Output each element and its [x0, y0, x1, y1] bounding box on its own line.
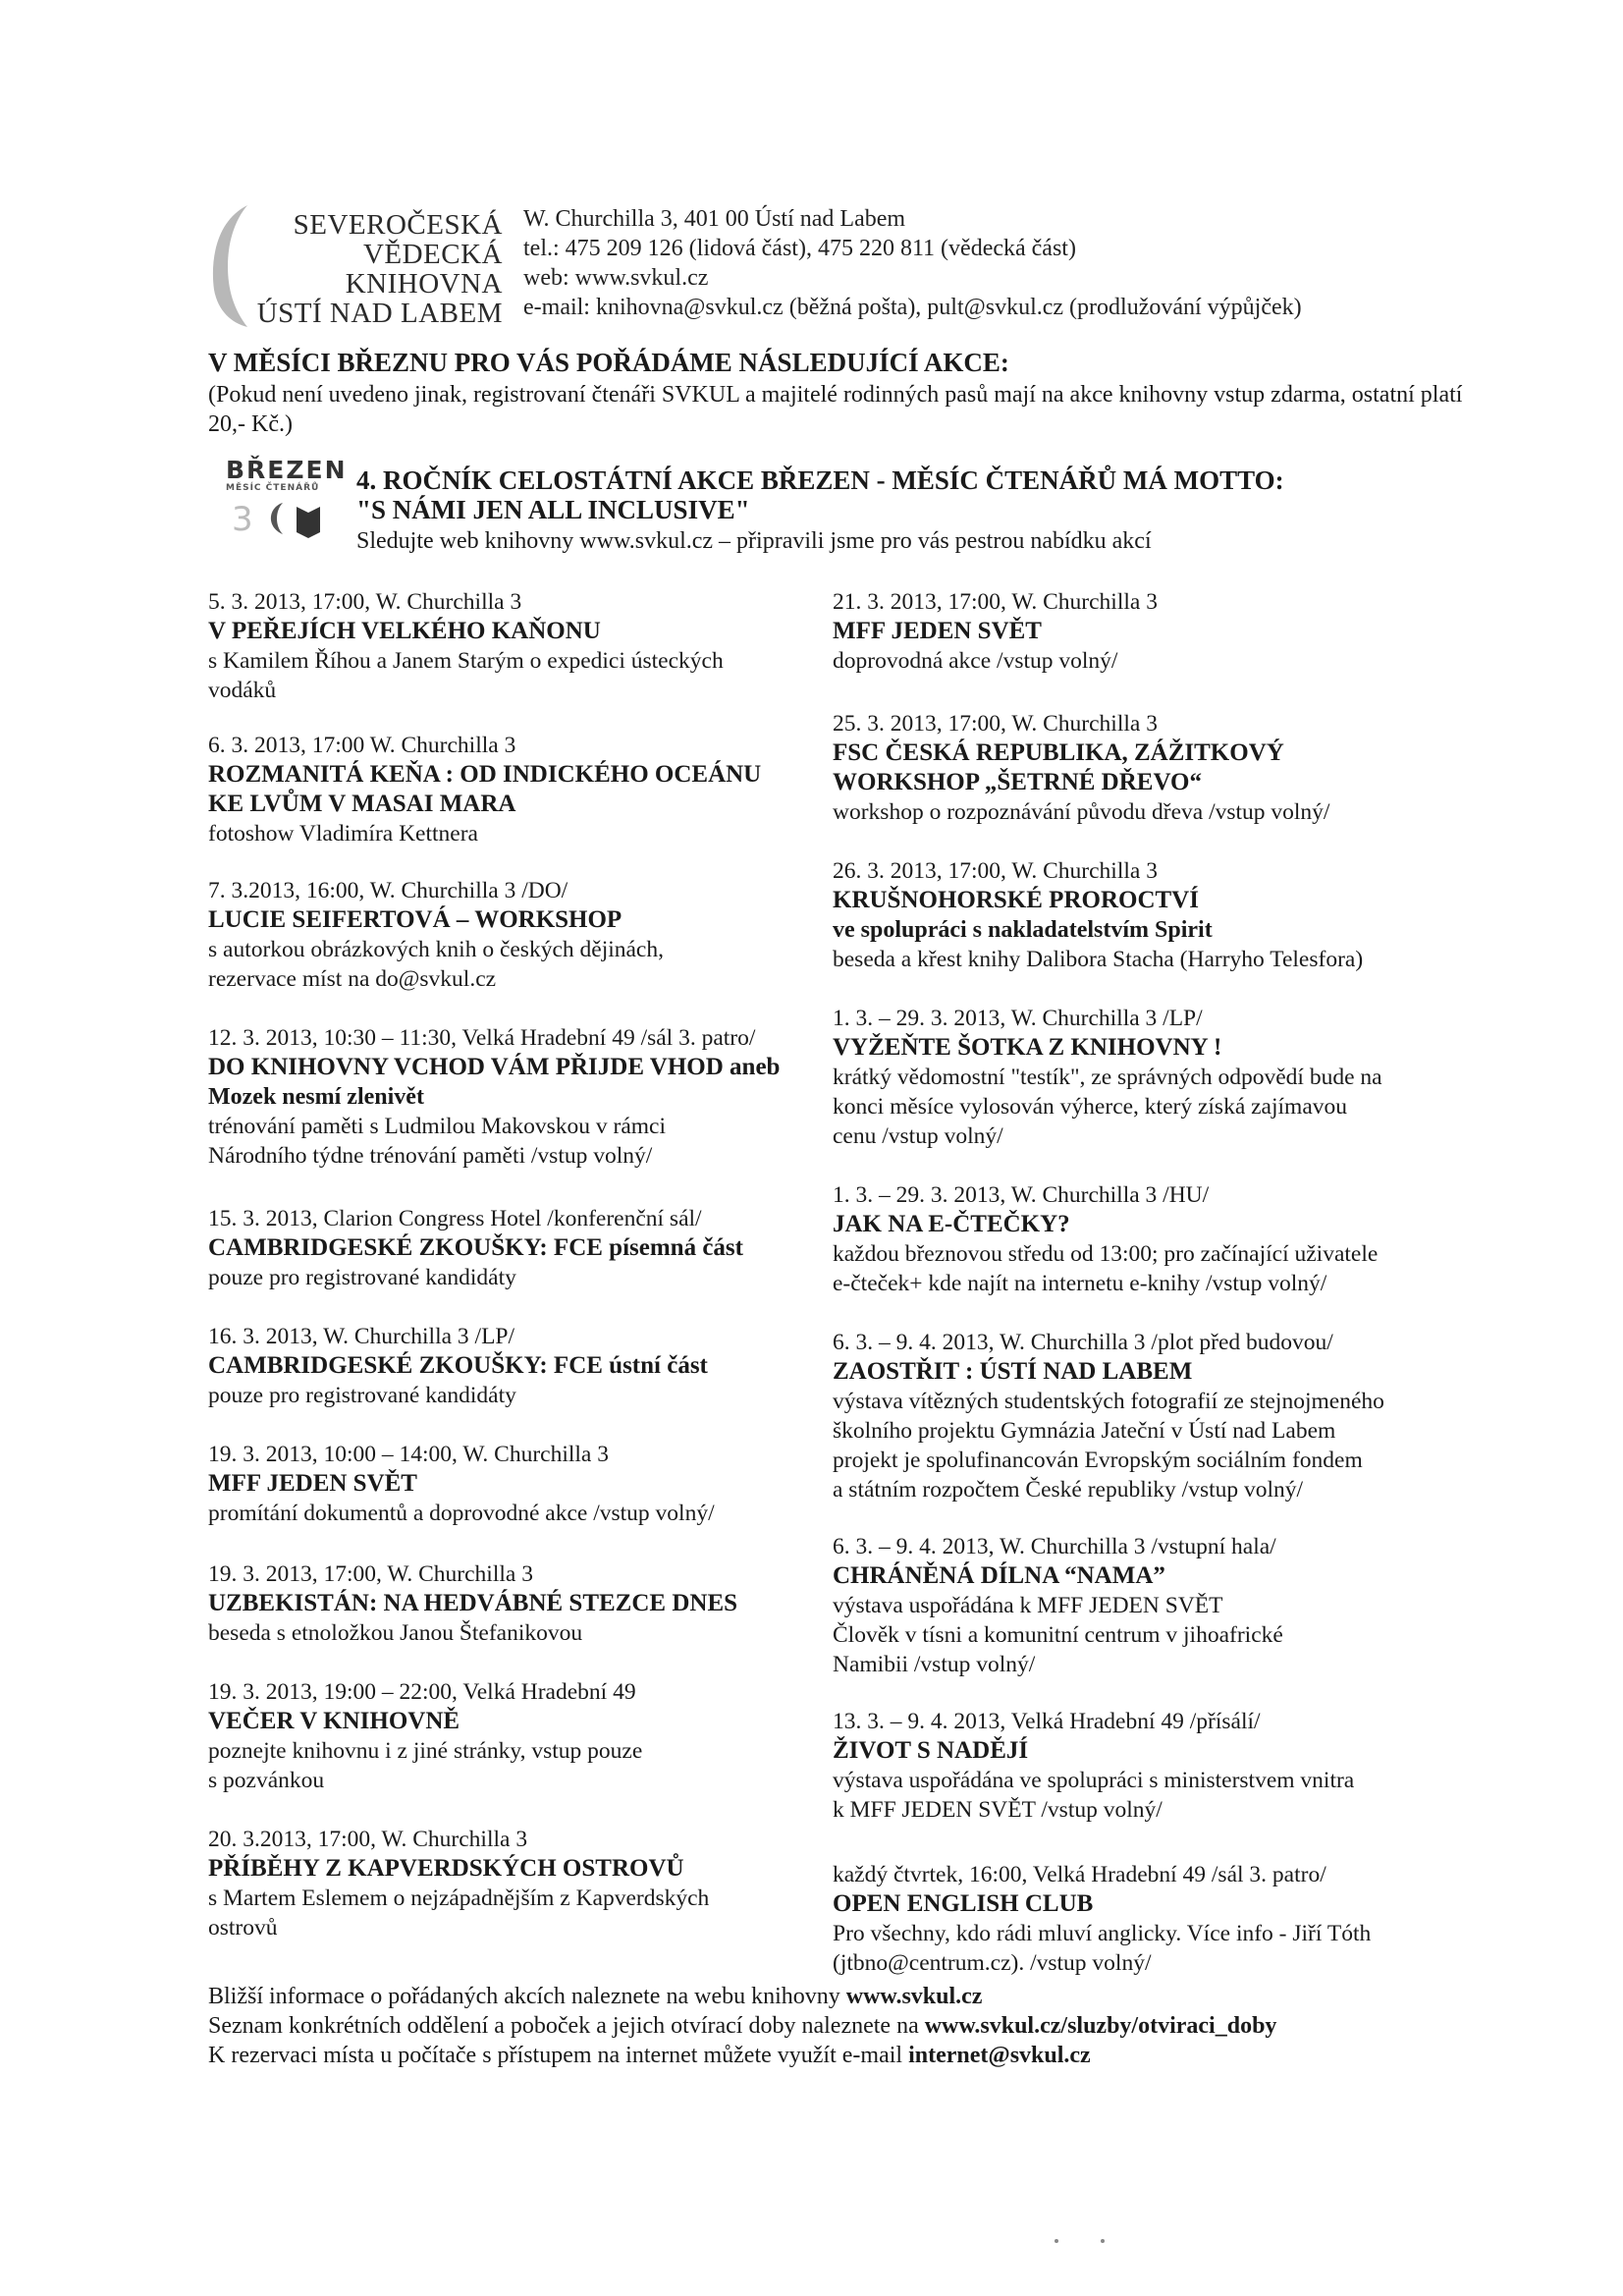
event-desc: a státním rozpočtem České republiky /vstup volný/ — [833, 1477, 1304, 1503]
event-desc: beseda a křest knihy Dalibora Stacha (Harryho Telesfora) — [833, 947, 1364, 972]
footer-line — [208, 2011, 1276, 2041]
event-desc: s autorkou obrázkových knih o českých dějinách, — [208, 937, 664, 962]
event-desc: s pozvánkou — [208, 1768, 325, 1793]
event-title: KRUŠNOHORSKÉ PROROCTVÍ — [833, 887, 1199, 913]
event-desc: pouze pro registrované kandidáty — [208, 1265, 516, 1290]
event-when: 1. 3. – 29. 3. 2013, W. Churchilla 3 /LP/ — [833, 1006, 1203, 1031]
event-when: 26. 3. 2013, 17:00, W. Churchilla 3 — [833, 858, 1158, 884]
event-when: každý čtvrtek, 16:00, Velká Hradební 49 /sál 3. patro/ — [833, 1862, 1326, 1887]
event — [833, 1707, 1471, 1825]
campaign-motto: "S NÁMI JEN ALL INCLUSIVE" — [356, 495, 750, 524]
event-title: VEČER V KNIHOVNĚ — [208, 1708, 460, 1734]
event-desc: promítání dokumentů a doprovodné akce /vstup volný/ — [208, 1501, 715, 1526]
library-name-line: ÚSTÍ NAD LABEM — [256, 298, 503, 329]
scan-speck — [1055, 2239, 1058, 2243]
library-name-line: VĚDECKÁ — [362, 239, 503, 270]
event — [833, 1860, 1471, 1978]
campaign-logo-word: BŘEZEN — [226, 456, 348, 484]
event-when: 16. 3. 2013, W. Churchilla 3 /LP/ — [208, 1324, 515, 1349]
event-desc: výstava uspořádána ve spolupráci s ministerstvem vnitra — [833, 1768, 1355, 1793]
event-desc: (jtbno@centrum.cz). /vstup volný/ — [833, 1950, 1152, 1976]
event-desc: k MFF JEDEN SVĚT /vstup volný/ — [833, 1797, 1163, 1823]
website: web: www.svkul.cz — [523, 265, 709, 291]
event-title: JAK NA E-ČTEČKY? — [833, 1211, 1070, 1237]
event — [208, 1559, 846, 1648]
event-title: VYŽEŇTE ŠOTKA Z KNIHOVNY ! — [833, 1034, 1222, 1061]
event-when: 6. 3. – 9. 4. 2013, W. Churchilla 3 /plot před budovou/ — [833, 1330, 1333, 1355]
event — [833, 1328, 1471, 1504]
footer-link: www.svkul.cz/sluzby/otviraci_doby — [924, 2013, 1277, 2039]
library-name-line: SEVEROČESKÁ — [293, 209, 503, 241]
event-title: FSC ČESKÁ REPUBLIKA, ZÁŽITKOVÝ — [833, 739, 1284, 766]
event-desc: konci měsíce vylosován výherce, který získá zajímavou — [833, 1094, 1347, 1120]
event-when: 1. 3. – 29. 3. 2013, W. Churchilla 3 /HU/ — [833, 1182, 1210, 1208]
event-title: OPEN ENGLISH CLUB — [833, 1890, 1094, 1917]
footer-text: Bližší informace o pořádaných akcích naleznete na webu knihovny — [208, 1984, 846, 2009]
event-when: 19. 3. 2013, 19:00 – 22:00, Velká Hradební 49 — [208, 1679, 636, 1705]
event-desc: workshop o rozpoznávání původu dřeva /vstup volný/ — [833, 799, 1330, 825]
event-when: 19. 3. 2013, 17:00, W. Churchilla 3 — [208, 1561, 533, 1587]
event-when: 12. 3. 2013, 10:30 – 11:30, Velká Hradební 49 /sál 3. patro/ — [208, 1025, 756, 1051]
event-desc: vodáků — [208, 678, 277, 703]
event-desc: výstava uspořádána k MFF JEDEN SVĚT — [833, 1593, 1223, 1618]
footer-line — [208, 2041, 1276, 2070]
email: e-mail: knihovna@svkul.cz (běžná pošta), pult@svkul.cz (prodlužování výpůjček) — [523, 295, 1302, 320]
event-desc: fotoshow Vladimíra Kettnera — [208, 821, 478, 847]
event-when: 6. 3. – 9. 4. 2013, W. Churchilla 3 /vstupní hala/ — [833, 1534, 1276, 1559]
event-when: 19. 3. 2013, 10:00 – 14:00, W. Churchilla 3 — [208, 1442, 609, 1467]
event-title: DO KNIHOVNY VCHOD VÁM PŘIJDE VHOD aneb — [208, 1054, 781, 1080]
event-desc: Namibii /vstup volný/ — [833, 1652, 1036, 1677]
event-when: 21. 3. 2013, 17:00, W. Churchilla 3 — [833, 589, 1158, 615]
event-desc: projekt je spolufinancován Evropským sociálním fondem — [833, 1448, 1363, 1473]
footer-text: K rezervaci místa u počítače s přístupem na internet můžete využít e-mail — [208, 2043, 909, 2068]
event — [208, 1322, 846, 1410]
event-title: MFF JEDEN SVĚT — [833, 618, 1042, 644]
footer-line — [208, 1982, 1276, 2011]
library-contact — [523, 204, 1302, 322]
campaign-logo — [226, 456, 348, 556]
event — [208, 1440, 846, 1528]
event — [208, 876, 846, 994]
event-title: V PEŘEJÍCH VELKÉHO KAŇONU — [208, 618, 601, 644]
event-desc: poznejte knihovnu i z jiné stránky, vstup pouze — [208, 1738, 643, 1764]
event-subtitle: ve spolupráci s nakladatelstvím Spirit — [833, 917, 1213, 943]
event — [208, 1825, 846, 1942]
library-name-line: KNIHOVNA — [345, 268, 503, 300]
address: W. Churchilla 3, 401 00 Ústí nad Labem — [523, 206, 906, 232]
event-desc: Pro všechny, kdo rádi mluví anglicky. Více info - Jiří Tóth — [833, 1921, 1372, 1946]
phone: tel.: 475 209 126 (lidová část), 475 220 811 (vědecká část) — [523, 236, 1076, 261]
campaign-logo-num: 3 — [232, 500, 253, 539]
intro-note: (Pokud není uvedeno jinak, registrovaní čtenáři SVKUL a majitelé rodinných pasů mají na akce knihovny vstup zdarma, ostatní platí 20,- Kč.) — [208, 382, 1463, 437]
event-when: 15. 3. 2013, Clarion Congress Hotel /konferenční sál/ — [208, 1206, 702, 1231]
event-when: 7. 3.2013, 16:00, W. Churchilla 3 /DO/ — [208, 878, 568, 903]
event — [833, 856, 1471, 974]
footer-info — [208, 1982, 1276, 2070]
event-title-cont: WORKSHOP „ŠETRNÉ DŘEVO“ — [833, 769, 1202, 795]
event-desc: doprovodná akce /vstup volný/ — [833, 648, 1118, 674]
event — [208, 731, 846, 848]
scan-speck — [1101, 2239, 1105, 2243]
footer-text: Seznam konkrétních oddělení a poboček a jejich otvírací doby naleznete na — [208, 2013, 925, 2039]
event-desc: rezervace míst na do@svkul.cz — [208, 966, 497, 992]
event — [833, 587, 1471, 676]
event-title: ŽIVOT S NADĚJÍ — [833, 1737, 1029, 1764]
event-desc: krátký vědomostní "testík", ze správných odpovědí bude na — [833, 1065, 1382, 1090]
intro-title: V MĚSÍCI BŘEZNU PRO VÁS POŘÁDÁME NÁSLEDUJÍCÍ AKCE: — [208, 348, 1009, 377]
event-title-cont: KE LVŮM V MASAI MARA — [208, 791, 516, 817]
footer-link: internet@svkul.cz — [908, 2043, 1091, 2068]
event-desc: školního projektu Gymnázia Jateční v Ústí nad Labem — [833, 1418, 1336, 1444]
event-title: LUCIE SEIFERTOVÁ – WORKSHOP — [208, 906, 622, 933]
event-desc: ostrovů — [208, 1915, 278, 1941]
event — [208, 1677, 846, 1795]
event-when: 25. 3. 2013, 17:00, W. Churchilla 3 — [833, 711, 1158, 737]
event-desc: Člověk v tísni a komunitní centrum v jihoafrické — [833, 1622, 1283, 1648]
campaign-logo-sub: MĚSÍC ČTENÁŘŮ — [226, 483, 320, 493]
event-title: CAMBRIDGESKÉ ZKOUŠKY: FCE písemná část — [208, 1234, 743, 1261]
event — [833, 1004, 1471, 1151]
event-desc: pouze pro registrované kandidáty — [208, 1383, 516, 1408]
event — [208, 587, 846, 705]
event-desc: Národního týdne trénování paměti /vstup volný/ — [208, 1143, 653, 1169]
event-when: 20. 3.2013, 17:00, W. Churchilla 3 — [208, 1827, 528, 1852]
event-title: CAMBRIDGESKÉ ZKOUŠKY: FCE ústní část — [208, 1352, 708, 1379]
event-when: 6. 3. 2013, 17:00 W. Churchilla 3 — [208, 733, 516, 758]
library-name — [236, 210, 503, 328]
event — [833, 709, 1471, 827]
event-desc: trénování paměti s Ludmilou Makovskou v rámci — [208, 1114, 666, 1139]
event-desc: s Kamilem Říhou a Janem Starým o expedici ústeckých — [208, 648, 724, 674]
event-title: UZBEKISTÁN: NA HEDVÁBNÉ STEZCE DNES — [208, 1590, 738, 1616]
campaign-title — [356, 465, 1284, 524]
event-title: CHRÁNĚNÁ DÍLNA “NAMA” — [833, 1562, 1165, 1589]
event-desc: každou březnovou středu od 13:00; pro začínající uživatele — [833, 1241, 1379, 1267]
campaign-book-icon — [226, 493, 342, 542]
campaign-title-line: 4. ROČNÍK CELOSTÁTNÍ AKCE BŘEZEN - MĚSÍC ČTENÁŘŮ MÁ MOTTO: — [356, 465, 1284, 495]
event-title: PŘÍBĚHY Z KAPVERDSKÝCH OSTROVŮ — [208, 1855, 684, 1882]
event — [833, 1532, 1471, 1679]
event-title: ZAOSTŘIT : ÚSTÍ NAD LABEM — [833, 1358, 1193, 1385]
event-desc: beseda s etnoložkou Janou Štefanikovou — [208, 1620, 583, 1646]
event-desc: výstava vítězných studentských fotografií ze stejnojmeného — [833, 1389, 1384, 1414]
campaign-web-note: Sledujte web knihovny www.svkul.cz – připravili jsme pro vás pestrou nabídku akcí — [356, 528, 1152, 554]
event-when: 13. 3. – 9. 4. 2013, Velká Hradební 49 /přísálí/ — [833, 1709, 1261, 1734]
event-when: 5. 3. 2013, 17:00, W. Churchilla 3 — [208, 589, 522, 615]
event — [208, 1204, 846, 1292]
event — [208, 1023, 846, 1171]
footer-link: www.svkul.cz — [845, 1984, 983, 2009]
event-title: MFF JEDEN SVĚT — [208, 1470, 417, 1497]
event-desc: cenu /vstup volný/ — [833, 1123, 1003, 1149]
event-title: ROZMANITÁ KEŇA : OD INDICKÉHO OCEÁNU — [208, 761, 762, 788]
event-desc: e-čteček+ kde najít na internetu e-knihy /vstup volný/ — [833, 1271, 1327, 1296]
event-desc: s Martem Eslemem o nejzápadnějším z Kapverdských — [208, 1886, 710, 1911]
event — [833, 1180, 1471, 1298]
event-subtitle: Mozek nesmí zlenivět — [208, 1084, 424, 1110]
